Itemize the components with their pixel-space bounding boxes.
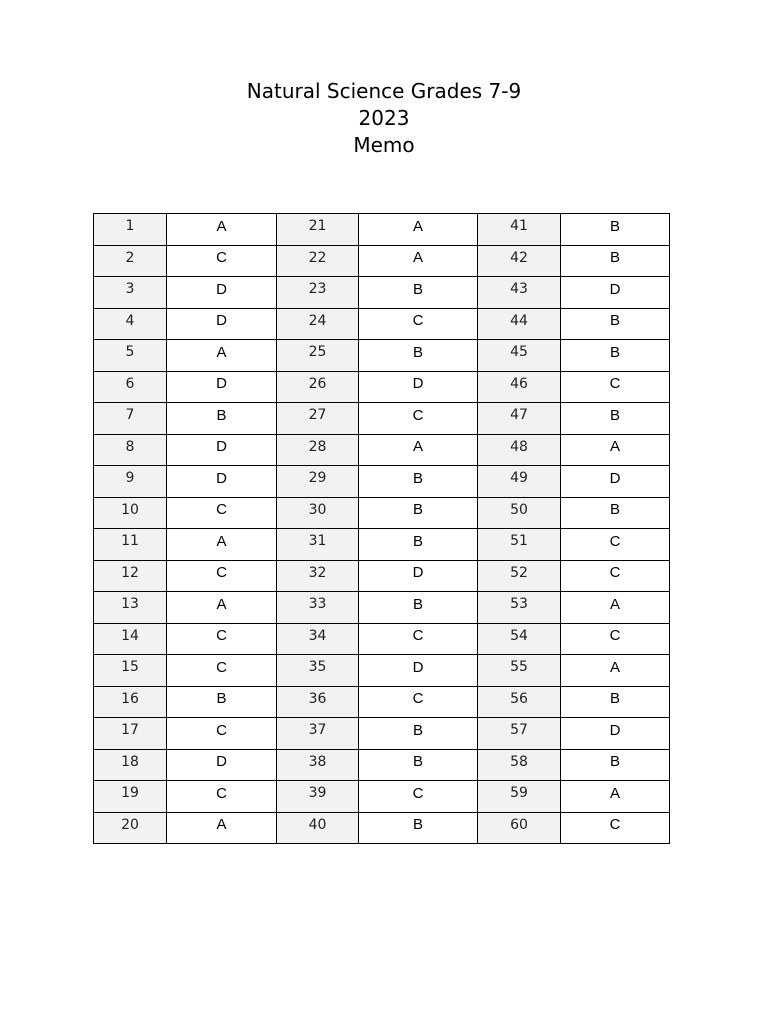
table-row xyxy=(94,749,670,781)
question-number-cell: 9 xyxy=(94,466,167,498)
answer-cell: B xyxy=(561,403,670,435)
table-row xyxy=(94,529,670,561)
answer-cell: C xyxy=(167,781,277,813)
table-row xyxy=(94,592,670,624)
answer-cell: B xyxy=(359,466,478,498)
answer-cell: B xyxy=(359,592,478,624)
question-number-cell: 47 xyxy=(478,403,561,435)
answer-cell: D xyxy=(359,655,478,687)
answer-table xyxy=(93,213,670,844)
question-number-cell: 46 xyxy=(478,371,561,403)
answer-cell: C xyxy=(359,686,478,718)
answer-cell: A xyxy=(359,245,478,277)
question-number-cell: 24 xyxy=(277,308,359,340)
question-number-cell: 58 xyxy=(478,749,561,781)
table-row xyxy=(94,623,670,655)
answer-cell: B xyxy=(359,749,478,781)
document-subtitle: Memo xyxy=(353,133,415,157)
answer-cell: A xyxy=(561,434,670,466)
table-row xyxy=(94,686,670,718)
question-number-cell: 2 xyxy=(94,245,167,277)
table-row xyxy=(94,466,670,498)
question-number-cell: 48 xyxy=(478,434,561,466)
question-number-cell: 1 xyxy=(94,214,167,246)
question-number-cell: 35 xyxy=(277,655,359,687)
answer-cell: A xyxy=(167,214,277,246)
table-row xyxy=(94,214,670,246)
answer-cell: D xyxy=(167,371,277,403)
question-number-cell: 55 xyxy=(478,655,561,687)
question-number-cell: 18 xyxy=(94,749,167,781)
answer-cell: D xyxy=(167,277,277,309)
answer-cell: A xyxy=(359,214,478,246)
answer-cell: D xyxy=(561,277,670,309)
answer-cell: D xyxy=(561,718,670,750)
question-number-cell: 52 xyxy=(478,560,561,592)
answer-cell: C xyxy=(561,812,670,844)
question-number-cell: 44 xyxy=(478,308,561,340)
question-number-cell: 37 xyxy=(277,718,359,750)
table-row xyxy=(94,560,670,592)
table-row xyxy=(94,434,670,466)
question-number-cell: 28 xyxy=(277,434,359,466)
answer-cell: B xyxy=(359,529,478,561)
question-number-cell: 7 xyxy=(94,403,167,435)
question-number-cell: 27 xyxy=(277,403,359,435)
question-number-cell: 17 xyxy=(94,718,167,750)
question-number-cell: 33 xyxy=(277,592,359,624)
question-number-cell: 11 xyxy=(94,529,167,561)
question-number-cell: 22 xyxy=(277,245,359,277)
answer-cell: B xyxy=(359,497,478,529)
question-number-cell: 41 xyxy=(478,214,561,246)
answer-cell: B xyxy=(561,340,670,372)
question-number-cell: 16 xyxy=(94,686,167,718)
answer-cell: D xyxy=(359,371,478,403)
question-number-cell: 45 xyxy=(478,340,561,372)
question-number-cell: 4 xyxy=(94,308,167,340)
answer-cell: A xyxy=(167,812,277,844)
answer-cell: C xyxy=(167,245,277,277)
answer-cell: C xyxy=(359,308,478,340)
table-row xyxy=(94,403,670,435)
answer-cell: C xyxy=(359,781,478,813)
question-number-cell: 49 xyxy=(478,466,561,498)
table-row xyxy=(94,371,670,403)
question-number-cell: 20 xyxy=(94,812,167,844)
question-number-cell: 14 xyxy=(94,623,167,655)
answer-cell: B xyxy=(561,214,670,246)
document-title: Natural Science Grades 7-9 xyxy=(246,79,522,103)
answer-cell: A xyxy=(167,340,277,372)
answer-cell: C xyxy=(167,560,277,592)
answer-cell: A xyxy=(167,529,277,561)
answer-cell: B xyxy=(359,277,478,309)
question-number-cell: 39 xyxy=(277,781,359,813)
table-row xyxy=(94,812,670,844)
answer-cell: C xyxy=(167,623,277,655)
answer-cell: B xyxy=(359,340,478,372)
table-row xyxy=(94,245,670,277)
answer-table-body xyxy=(94,214,670,844)
answer-cell: A xyxy=(359,434,478,466)
question-number-cell: 59 xyxy=(478,781,561,813)
question-number-cell: 60 xyxy=(478,812,561,844)
answer-cell: B xyxy=(359,812,478,844)
document-year: 2023 xyxy=(358,106,410,130)
question-number-cell: 6 xyxy=(94,371,167,403)
question-number-cell: 25 xyxy=(277,340,359,372)
answer-cell: B xyxy=(167,403,277,435)
answer-cell: D xyxy=(167,434,277,466)
question-number-cell: 56 xyxy=(478,686,561,718)
question-number-cell: 38 xyxy=(277,749,359,781)
table-row xyxy=(94,718,670,750)
question-number-cell: 54 xyxy=(478,623,561,655)
question-number-cell: 32 xyxy=(277,560,359,592)
answer-cell: C xyxy=(561,529,670,561)
question-number-cell: 53 xyxy=(478,592,561,624)
answer-cell: D xyxy=(167,466,277,498)
question-number-cell: 51 xyxy=(478,529,561,561)
table-row xyxy=(94,340,670,372)
answer-cell: B xyxy=(167,686,277,718)
answer-cell: C xyxy=(167,497,277,529)
question-number-cell: 30 xyxy=(277,497,359,529)
question-number-cell: 13 xyxy=(94,592,167,624)
answer-cell: B xyxy=(561,245,670,277)
answer-cell: C xyxy=(561,560,670,592)
question-number-cell: 43 xyxy=(478,277,561,309)
question-number-cell: 21 xyxy=(277,214,359,246)
question-number-cell: 42 xyxy=(478,245,561,277)
question-number-cell: 34 xyxy=(277,623,359,655)
question-number-cell: 50 xyxy=(478,497,561,529)
question-number-cell: 29 xyxy=(277,466,359,498)
document-heading xyxy=(0,78,768,159)
table-row xyxy=(94,781,670,813)
question-number-cell: 23 xyxy=(277,277,359,309)
answer-cell: D xyxy=(359,560,478,592)
answer-cell: B xyxy=(561,749,670,781)
question-number-cell: 31 xyxy=(277,529,359,561)
answer-cell: C xyxy=(167,718,277,750)
answer-cell: D xyxy=(561,466,670,498)
answer-cell: A xyxy=(167,592,277,624)
answer-cell: D xyxy=(167,749,277,781)
answer-cell: C xyxy=(167,655,277,687)
answer-cell: B xyxy=(561,686,670,718)
question-number-cell: 10 xyxy=(94,497,167,529)
answer-cell: B xyxy=(561,497,670,529)
answer-cell: A xyxy=(561,655,670,687)
table-row xyxy=(94,308,670,340)
answer-cell: B xyxy=(561,308,670,340)
answer-cell: D xyxy=(167,308,277,340)
answer-cell: C xyxy=(561,623,670,655)
question-number-cell: 36 xyxy=(277,686,359,718)
table-row xyxy=(94,655,670,687)
answer-cell: C xyxy=(359,403,478,435)
question-number-cell: 15 xyxy=(94,655,167,687)
answer-cell: A xyxy=(561,781,670,813)
question-number-cell: 5 xyxy=(94,340,167,372)
answer-cell: C xyxy=(359,623,478,655)
answer-cell: B xyxy=(359,718,478,750)
table-row xyxy=(94,277,670,309)
question-number-cell: 40 xyxy=(277,812,359,844)
table-row xyxy=(94,497,670,529)
question-number-cell: 26 xyxy=(277,371,359,403)
question-number-cell: 19 xyxy=(94,781,167,813)
question-number-cell: 57 xyxy=(478,718,561,750)
answer-cell: C xyxy=(561,371,670,403)
answer-cell: A xyxy=(561,592,670,624)
question-number-cell: 3 xyxy=(94,277,167,309)
question-number-cell: 12 xyxy=(94,560,167,592)
question-number-cell: 8 xyxy=(94,434,167,466)
